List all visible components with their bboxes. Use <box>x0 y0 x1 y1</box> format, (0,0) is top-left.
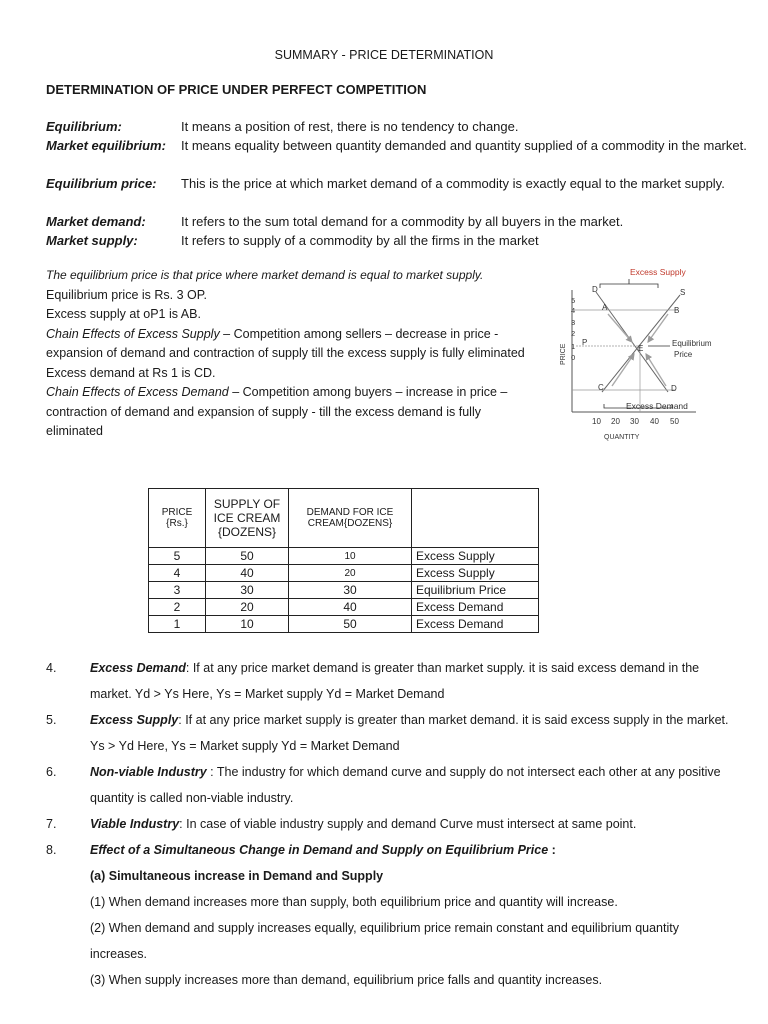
item-number: 5. <box>46 713 57 727</box>
excess-supply-label: Excess Supply <box>630 267 686 277</box>
table-row <box>149 582 539 599</box>
section-heading: DETERMINATION OF PRICE UNDER PERFECT COMPETITION <box>46 82 427 97</box>
x-tick: 10 <box>592 417 601 426</box>
table-cell: 1 <box>149 616 206 633</box>
equilibrium-price-label: Price <box>674 350 693 359</box>
table-cell: 40 <box>206 565 289 582</box>
definition-text: It refers to supply of a commodity by all the firms in the market <box>181 233 539 248</box>
quantity-axis-label: QUANTITY <box>604 434 640 441</box>
column-header: PRICE {Rs.} <box>149 489 206 548</box>
table-cell: 30 <box>206 582 289 599</box>
column-header: SUPPLY OF ICE CREAM {DOZENS} <box>206 489 289 548</box>
definition-term: Market supply: <box>46 233 138 248</box>
item-text: : The industry for which demand curve and supply do not intersect each other at any positive quantity is called non-viable industry. <box>90 765 721 805</box>
definition-text: It refers to the sum total demand for a commodity by all buyers in the market. <box>181 214 624 229</box>
supply-demand-diagram <box>556 262 726 448</box>
page-title: SUMMARY - PRICE DETERMINATION <box>274 48 494 62</box>
item-text: : In case of viable industry supply and demand Curve must intersect at same point. <box>179 817 637 831</box>
point-s-top: S <box>680 288 686 297</box>
table-header-row <box>149 489 539 548</box>
y-tick: 1 <box>571 342 576 351</box>
item-text: (1) When demand increases more than supply, both equilibrium price and quantity will increase. <box>90 895 618 909</box>
point-d-top: D <box>592 285 598 294</box>
x-tick: 40 <box>650 417 659 426</box>
definition-term: Market demand: <box>46 214 146 229</box>
table-cell: 30 <box>289 582 412 599</box>
point-d-bottom: D <box>671 384 677 393</box>
y-tick: 0 <box>571 353 576 362</box>
item-text: (2) When demand and supply increases equally, equilibrium price remain constant and equilibrium quantity increases. <box>90 921 679 961</box>
table-cell: 40 <box>289 599 412 616</box>
table-row <box>149 565 539 582</box>
equilibrium-explanation <box>46 266 536 442</box>
item-label: Excess Supply <box>90 713 179 727</box>
table-cell: Equilibrium Price <box>412 582 539 599</box>
ice-cream-schedule-table <box>148 488 539 633</box>
table-cell: 20 <box>206 599 289 616</box>
point-p: P <box>582 338 588 347</box>
chain-supply-label: Chain Effects of Excess Supply <box>46 326 220 341</box>
table-cell: 3 <box>149 582 206 599</box>
point-a: A <box>602 303 608 312</box>
item-number: 6. <box>46 765 57 779</box>
table-cell: 50 <box>289 616 412 633</box>
chain-effects-demand <box>46 383 536 442</box>
y-tick: 3 <box>571 318 576 327</box>
table-cell: Excess Demand <box>412 616 539 633</box>
table-row <box>149 616 539 633</box>
item-number: 8. <box>46 843 57 857</box>
item-label: Excess Demand <box>90 661 186 675</box>
item-text: : If at any price market supply is greater than market demand. it is said excess supply in the market. Ys > Yd Here, Ys = Market supply Yd = Market Demand <box>90 713 729 753</box>
table-cell: Excess Demand <box>412 599 539 616</box>
x-tick: 50 <box>670 417 679 426</box>
arrow <box>612 354 634 386</box>
definition-text: It means equality between quantity demanded and quantity supplied of a commodity in the market. <box>181 138 747 153</box>
paragraph-line: Equilibrium price is Rs. 3 OP. <box>46 287 207 302</box>
column-header: DEMAND FOR ICE CREAM{DOZENS} <box>289 489 412 548</box>
paragraph-line: The equilibrium price is that price where market demand is equal to market supply. <box>46 268 484 282</box>
definition-text: This is the price at which market demand of a commodity is exactly equal to the market supply. <box>181 176 725 191</box>
definition-term: Equilibrium: <box>46 119 122 134</box>
arrow <box>646 354 666 386</box>
point-e: E <box>638 344 644 353</box>
chain-demand-label: Chain Effects of Excess Demand <box>46 385 229 399</box>
item-number: 7. <box>46 817 57 831</box>
y-tick: 5 <box>571 296 576 305</box>
paragraph-line: Excess demand at Rs 1 is CD. <box>46 365 216 380</box>
table-cell: 10 <box>206 616 289 633</box>
point-b: B <box>674 306 680 315</box>
definition-text: It means a position of rest, there is no tendency to change. <box>181 119 519 134</box>
table-row <box>149 599 539 616</box>
definition-term: Equilibrium price: <box>46 176 157 191</box>
table-cell: Excess Supply <box>412 565 539 582</box>
table-cell: 20 <box>289 565 412 582</box>
excess-demand-label: Excess Demand <box>626 401 688 411</box>
table-cell: 2 <box>149 599 206 616</box>
arrow <box>648 314 668 342</box>
chain-demand-text: – Competition among buyers – increase in price – contraction of demand and expansion of supply - till the excess demand is fully eliminated <box>46 385 508 438</box>
table-cell: 4 <box>149 565 206 582</box>
y-tick: 4 <box>571 306 576 315</box>
item-number: 4. <box>46 661 57 675</box>
item-text: (3) When supply increases more than demand, equilibrium price falls and quantity increases. <box>90 973 603 987</box>
table-row <box>149 548 539 565</box>
item-text: (a) Simultaneous increase in Demand and Supply <box>90 869 384 883</box>
point-c: C <box>598 383 604 392</box>
item-label: Effect of a Simultaneous Change in Demand and Supply on Equilibrium Price <box>90 843 549 857</box>
paragraph-line: Excess supply at oP1 is AB. <box>46 307 201 321</box>
table-cell: Excess Supply <box>412 548 539 565</box>
item-colon: : <box>548 843 556 857</box>
table-cell: 5 <box>149 548 206 565</box>
chain-effects-supply <box>46 325 536 364</box>
table-cell: 50 <box>206 548 289 565</box>
item-text: : If at any price market demand is greater than market supply. it is said excess demand in the market. Yd > Ys Here, Ys = Market supply Yd = Market Demand <box>90 661 700 701</box>
x-tick: 20 <box>611 417 620 426</box>
item-label: Viable Industry <box>90 817 180 831</box>
arrow <box>608 314 632 342</box>
excess-supply-bracket <box>600 279 658 288</box>
table-cell: 10 <box>289 548 412 565</box>
chain-supply-text: – Competition among sellers – decrease in price - expansion of demand and contraction of supply till the excess supply is fully eliminated <box>46 326 525 360</box>
x-tick: 30 <box>630 417 639 426</box>
y-tick: 2 <box>571 329 576 338</box>
column-header <box>412 489 539 548</box>
price-axis-label: PRICE <box>560 343 567 365</box>
item-label: Non-viable Industry <box>90 765 211 779</box>
equilibrium-price-label: Equilibrium <box>672 339 712 348</box>
definition-term: Market equilibrium: <box>46 138 166 153</box>
